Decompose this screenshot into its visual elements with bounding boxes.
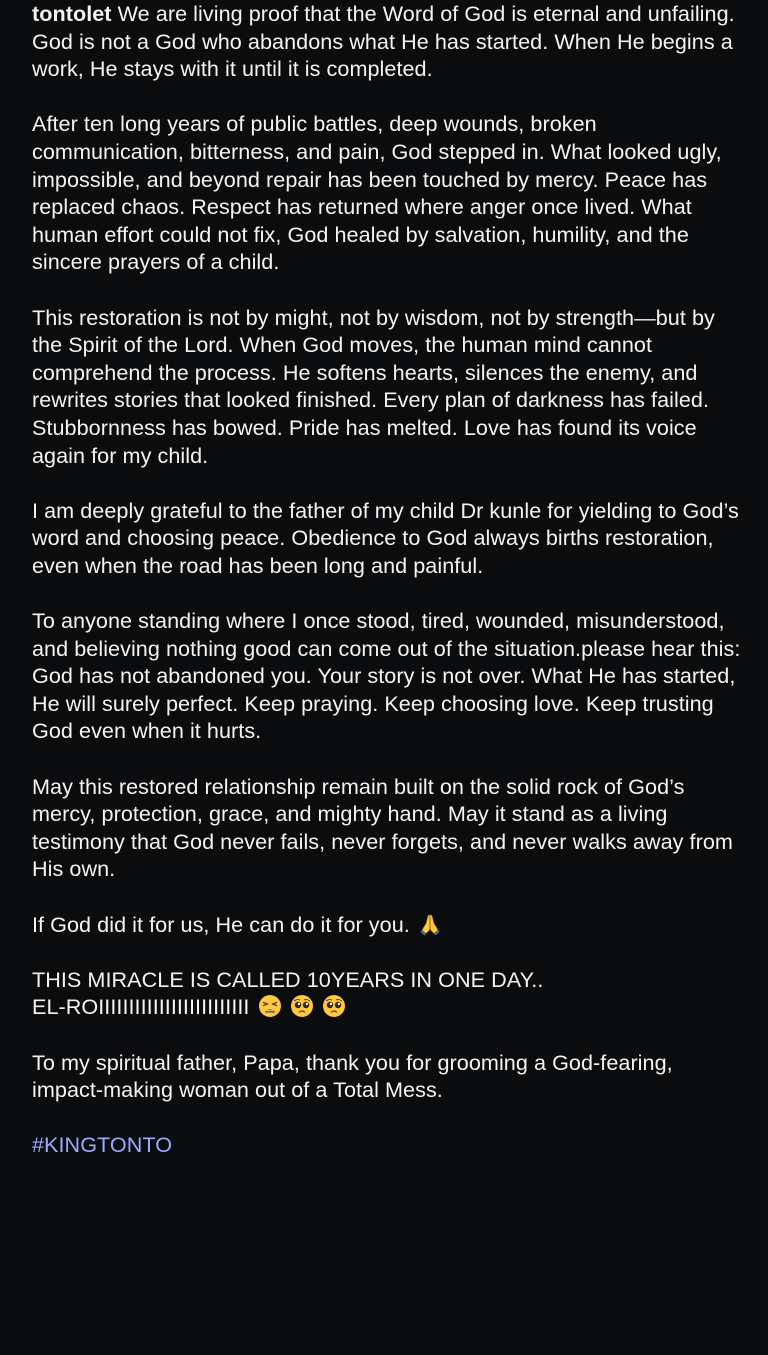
tired-face-icon	[258, 994, 282, 1018]
post-caption	[32, 0, 744, 1159]
paragraph-9: To my spiritual father, Papa, thank you for grooming a God-fearing, impact-making woman out of a Total Mess.	[32, 1049, 673, 1103]
paragraph-8	[32, 966, 744, 1021]
paragraph-4: I am deeply grateful to the father of my child Dr kunle for yielding to God’s word and choosing peace. Obedience to God always births restoration, even when the road has been long and painful.	[32, 497, 739, 578]
paragraph-6: May this restored relationship remain built on the solid rock of God’s mercy, protection, grace, and mighty hand. May it stand as a living testimony that God never fails, never forgets, and never walks away from His own.	[32, 773, 733, 882]
hashtag-link[interactable]: #KINGTONTO	[32, 1132, 173, 1158]
paragraph-8-line-2: EL-ROIIIIIIIIIIIIIIIIIIIIIIIII	[32, 994, 250, 1020]
caption-intro	[32, 0, 744, 28]
paragraph-7	[32, 911, 744, 939]
paragraph-1: God is not a God who abandons what He has started. When He begins a work, He stays with it until it is completed.	[32, 28, 733, 82]
pleading-face-icon	[322, 994, 346, 1018]
paragraph-2: After ten long years of public battles, deep wounds, broken communication, bitterness, and pain, God stepped in. What looked ugly, impossible, and beyond repair has been touched by mercy. Peace has replaced chaos. Respect has returned where anger once lived. What human effort could not fix, God healed by salvation, humility, and the sincere prayers of a child.	[32, 111, 722, 275]
paragraph-5: To anyone standing where I once stood, tired, wounded, misunderstood, and believing nothing good can come out of the situation.please hear this: God has not abandoned you. Your story is not over. What He has started, He will surely perfect. Keep praying. Keep choosing love. Keep trusting God even when it hurts.	[32, 608, 741, 744]
folded-hands-icon	[418, 912, 442, 936]
pleading-face-icon	[290, 994, 314, 1018]
paragraph-7-text: If God did it for us, He can do it for you.	[32, 911, 410, 937]
username-link[interactable]: tontolet	[32, 1, 112, 26]
intro-text: We are living proof that the Word of God is eternal and unfailing.	[117, 1, 735, 26]
paragraph-3: This restoration is not by might, not by wisdom, not by strength—but by the Spirit of the Lord. When God moves, the human mind cannot comprehend the process. He softens hearts, silences the enemy, and rewrites stories that looked finished. Every plan of darkness has failed. Stubbornness has bowed. Pride has melted. Love has found its voice again for my child.	[32, 304, 715, 468]
paragraph-8-line-1: THIS MIRACLE IS CALLED 10YEARS IN ONE DAY..	[32, 966, 544, 992]
